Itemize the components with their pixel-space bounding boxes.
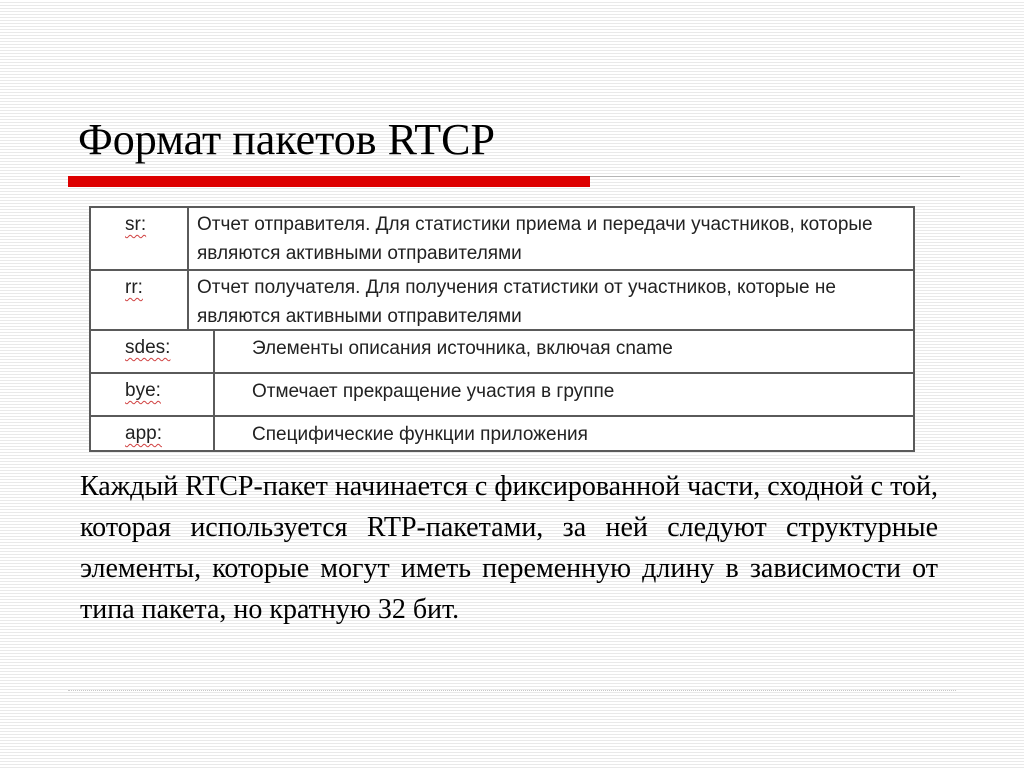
table-row-app bbox=[91, 417, 913, 452]
packet-description-cell: Отмечает прекращение участия в группе bbox=[252, 381, 615, 402]
packet-description-cell: Отчет получателя. Для получения статистики от участников, которые не являются активными отправителями bbox=[197, 277, 836, 327]
slide-title: Формат пакетов RTCP bbox=[78, 115, 495, 164]
rtcp-packet-types-table bbox=[89, 206, 915, 452]
packet-type-label: app: bbox=[125, 423, 162, 444]
packet-description-cell: Отчет отправителя. Для статистики приема и передачи участников, которые являются активными отправителями bbox=[197, 214, 873, 264]
packet-type-label: bye: bbox=[125, 380, 161, 401]
packet-type-cell bbox=[91, 208, 189, 269]
table-row-rr bbox=[91, 271, 913, 331]
packet-type-label: rr: bbox=[125, 277, 143, 298]
packet-description-cell: Специфические функции приложения bbox=[252, 424, 588, 445]
packet-description-cell: Элементы описания источника, включая cname bbox=[252, 338, 673, 359]
packet-type-cell bbox=[91, 417, 215, 452]
packet-type-label: sdes: bbox=[125, 337, 171, 358]
table-row-sdes bbox=[91, 331, 913, 374]
packet-type-cell bbox=[91, 374, 215, 415]
footer-divider-line bbox=[68, 690, 956, 691]
packet-type-cell bbox=[91, 271, 189, 329]
packet-type-cell bbox=[91, 331, 215, 372]
table-row-bye bbox=[91, 374, 913, 417]
body-paragraph: Каждый RTCP-пакет начинается с фиксированной части, сходной с той, которая используется RTP-пакетами, за ней следуют структурные элементы, которые могут иметь переменную длину в зависимости от типа пакета, но кратную 32 бит. bbox=[80, 471, 938, 625]
table-row-sr bbox=[91, 208, 913, 271]
title-divider-line bbox=[590, 176, 960, 177]
packet-type-label: sr: bbox=[125, 214, 147, 235]
title-accent-bar bbox=[68, 176, 590, 187]
